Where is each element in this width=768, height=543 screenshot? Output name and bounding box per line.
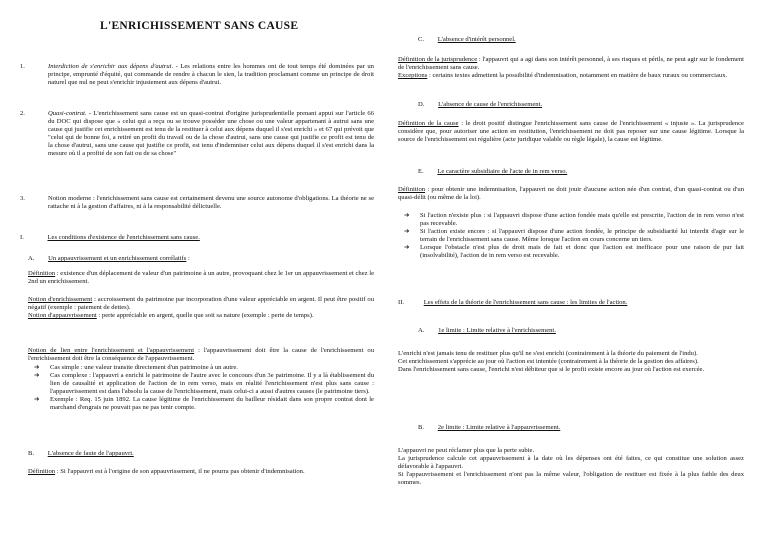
arrow-icon: ➔ [404,212,410,219]
paragraph-lead: Quasi-contrat. [48,110,87,117]
limit-2-text [398,447,744,487]
section-number: II. [398,299,405,306]
exceptions-paragraph: Exceptions : certains textes admettent la possibilité d'indemnisation, notamment en matière de baux ruraux ou commerciaux. [398,72,728,79]
impoverishment-notion: Notion d'appauvrissement : perte appréciable en argent, quelle que soit sa nature (exemple : perte de temps). [28,312,314,319]
paragraph-2 [20,110,374,157]
definition-paragraph: Définition : Si l'appauvri est à l'origine de son appauvrissement, il ne pourra pas obtenir d'indemnisation. [28,468,305,475]
section-number: A. [28,255,35,262]
arrow-icon: ➔ [34,395,40,403]
link-notion: Notion de lien entre l'enrichissement et l'appauvrissement : l'appauvrissement doit être la cause de l'enrichissement ou l'enrichissement doit être la conséquence de l'appauvrissement. [28,347,374,362]
list-item: ➔ Si l'action n'existe plus : si l'appauvri dispose d'une action fondée mais qu'elle est prescrite, l'action de in rem verso n'est pas recevable. [404,212,744,227]
text-line: Cet enrichissement s'apprécie au jour où l'action est intentée (contrairement à la théorie de la gestion des affaires). [398,357,699,365]
exceptions-label: Exceptions [398,72,428,79]
section-number: C. [418,36,425,43]
paragraph-3 [20,195,374,211]
section-label: 1e limite : Limite relative à l'enrichissement. [438,327,556,334]
text-line: La jurisprudence calcule cet appauvrissement à la date où les dépenses ont été faites, ce qui constitue une solution assez défavorable à l'appauvri. [398,454,744,470]
paragraph-text: - L'enrichissement sans cause est un quasi-contrat d'origine jurisprudentielle prenant appui sur l'article 66 du DOC qui dispose que « celui qui a reçu ou se trouve posséder une chose ou une valeur appartenant à autrui sans une cause qui justifie cet enrichissement est tenu de la restituer à celui aux dépens duquel il s'est enrichi » et 67 qui prévoit que "celui qui de bonne foi, a retiré un profit du travail ou de la chose d'autrui, sans une cause qui justifie ce profit est tenu de la chose d'autrui, sans une cause qui justifie ce profit, est tenu d'indemniser celui aux dépens duquel il s'est enrichi dans la mesure où il a profité de son fait ou de sa chose" [48,110,374,157]
paragraph-number: 2. [20,110,25,117]
text-line: L'enrichi n'est jamais tenu de restituer plus qu'il ne s'est enrichi (contrairement à la théorie du paiement de l'indu). [398,350,698,357]
section-heading-B [28,450,134,458]
definition-paragraph: Définition : existence d'un déplacement de valeur d'un patrimoine à un autre, provoquant chez le 1er un appauvrissement et chez le 2nd un enrichissement. [28,270,374,285]
section-number: B. [28,450,35,457]
limit-1-text [398,350,744,374]
section-label: Un appauvrissement et un enrichissement corrélatifs [48,255,187,262]
section-heading-E [418,168,567,176]
arrow-icon: ➔ [34,371,40,379]
section-heading-A [418,327,556,335]
paragraph-lead: Interdiction de s'enrichir aux dépens d'autrui. [48,63,174,70]
arrow-icon: ➔ [34,364,40,371]
section-heading-A: A. Un appauvrissement et un enrichissement corrélatifs : [28,255,190,262]
text-line: Si l'appauvrissement et l'enrichissement n'ont pas la même valeur, l'obligation de restituer est fixée à la plus faible des deux sommes. [398,470,744,486]
cause-paragraph: Définition de la cause : le droit positif distingue l'enrichissement sans cause de l'enrichissement « injuste ». La jurisprudence considère que, pour autoriser une action en restitution, l'enrichissement ne doit pas reposer sur une cause légitime. Lorsque la source de l'enrichissement est régulière (acte juridique valable ou règle légale), la cause est légitime. [398,120,744,143]
section-number: D. [418,101,425,108]
section-number: E. [418,168,424,175]
section-number: B. [418,424,425,431]
definition-label: Définition de la jurisprudence [398,56,478,63]
definition-label: Définition de la cause [398,120,459,127]
section-label: L'absence de faute de l'appauvri. [47,450,134,457]
definition-paragraph: Définition : pour obtenir une indemnisation, l'appauvri ne doit jouir d'aucune action née d'un contrat, d'un quasi-contrat ou d'un quasi-délit (ou même de la loi). [398,186,744,201]
section-label: L'absence d'intérêt personnel. [437,36,516,43]
notion-label: Notion de lien entre l'enrichissement et l'appauvrissement [28,347,195,354]
section-label: L'absence de cause de l'enrichissement. [438,101,543,108]
section-label: Les conditions d'existence de l'enrichissement sans cause. [47,234,200,241]
bullet-list [398,212,744,259]
section-heading-C [418,36,516,44]
paragraph-number: 3. [20,195,25,202]
definition-label: Définition [28,468,56,475]
text-line: L'appauvri ne peut réclamer plus que la perte subie. [398,447,535,454]
list-item: ➔ Lorsque l'obstacle n'est plus de droit mais de fait et donc que l'action est inefficace pour une raison de pur fait (insolvabilité), l'action de in rem verso est recevable. [404,243,744,259]
paragraph-text: Notion moderne : l'enrichissement sans cause est certainement devenu une source autonome d'obligations. La théorie ne se rattache ni à la gestion d'affaires, ni à la responsabilité délictuelle. [48,195,374,210]
list-item: ➔ Cas complexe : l'appauvri a enrichi le patrimoine de l'autre avec le concours d'un 3e patrimoine. Il y a là établissement du lien de causalité et application de l'action de in rem verso, mais en réalité l'enrichissement n'est plus sans cause : l'appauvrissement est dans l'absolu la cause de l'enrichissement, mais celui-ci a aussi d'autres causes (le patrimoine tiers). [34,371,374,395]
arrow-icon: ➔ [404,243,410,251]
enrichment-notion: Notion d'enrichissement : accroissement du patrimoine par incorporation d'une valeur appréciable en argent. Il peut être positif ou négatif (exemple : paiement de dettes). [28,296,375,311]
list-item: ➔ Cas simple : une valeur transite directement d'un patrimoine à un autre. [34,364,238,371]
page-title: L'ENRICHISSEMENT SANS CAUSE [100,20,299,32]
text-line: Dans l'enrichissement sans cause, l'enrichi n'est débiteur que si le profit existe encore au jour où l'action est exercée. [398,365,705,373]
section-number: I. [20,234,24,241]
paragraph-text: - Les relations entre les hommes ont de tout temps été dominées par un principe, emprunté d'équité, qui commande de rendre à chacun le sien, la tradition proclamant comme un principe de droit naturel que nul ne peut s'enrichir injustement aux dépens d'autrui. [48,63,374,86]
paragraph-1 [20,63,374,87]
notion-label: Notion d'enrichissement [28,296,93,303]
bullet-list [28,364,374,411]
section-label: 2e limite : Limite relative à l'appauvrissement. [437,424,561,431]
section-heading-B [418,424,560,432]
section-label: Les effets de la théorie de l'enrichissement sans cause : les limites de l'action. [423,299,628,306]
section-heading-D [418,101,542,109]
section-heading-I [20,234,200,242]
section-label: Le caractère subsidiaire de l'acte de in rem verso. [437,168,568,175]
list-item: ➔ Exemple : Req. 15 juin 1892. La cause légitime de l'enrichissement du bailleur résidait dans son propre contrat dont le marchand d'engrais ne pouvait pas ne pas tenir compte. [34,395,374,411]
list-item: ➔ Si l'action existe encore : si l'appauvri dispose d'une action fondée, le principe de subsidiarité lui interdit d'agir sur le terrain de l'enrichissement sans cause. Même lorsque l'action en cours concerne un tiers. [404,227,744,243]
section-heading-II [398,299,627,307]
section-number: A. [418,327,425,334]
definition-label: Définition [28,270,56,277]
notion-label: Notion d'appauvrissement [28,312,97,319]
paragraph-number: 1. [20,63,25,70]
arrow-icon: ➔ [404,227,410,235]
jurisprudence-paragraph: Définition de la jurisprudence : l'appauvri qui a agi dans son intérêt personnel, à ses risques et périls, ne peut agir sur le fondement de l'enrichissement sans cause. [398,56,744,71]
definition-label: Définition [398,186,426,193]
